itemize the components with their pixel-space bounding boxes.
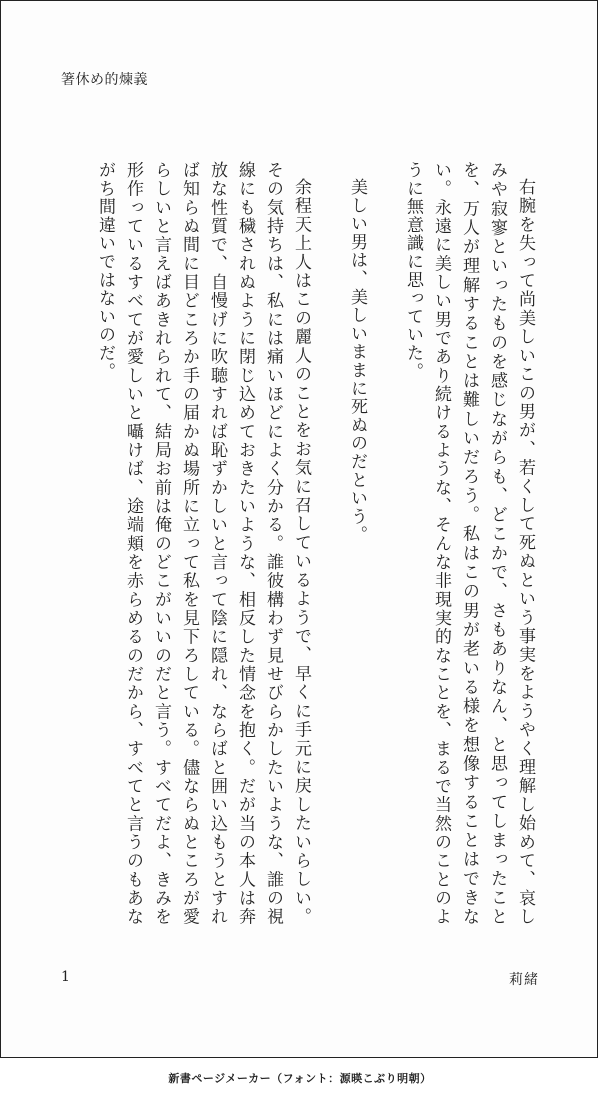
page-number: 1 xyxy=(61,969,70,985)
paragraph-3: 余程天上人はこの麗人のことをお気に召しているようで、早くに手元に戻したいらしい。その気持ちは、私には痛いほどによく分かる。誰彼構わず見せびらかしたいような、誰の視線にも穢されぬように閉じ込めておきたいような、相反した情念を抱く。だが当の本人は奔放な性質で、自慢げに吹聴すれば恥ずかしいと言って陰に隠れ、ならばと囲い込もうとすれば知らぬ間に目どころか手の届かぬ場所に立って私を見下ろしている。儘ならぬところが愛らしいと言えばあきれられて、結局お前は俺のどこがいいのだと言う。すべてだよ、きみを形作っているすべてが愛しいと囁けば、途端頬を赤らめるのだから、すべてと言うのもあながち間違いではないのだ。 xyxy=(95,161,311,926)
vertical-body-text xyxy=(59,161,539,926)
author-name: 莉緒 xyxy=(509,972,539,988)
page-header-title: 箸休め的煉義 xyxy=(61,72,148,88)
paragraph-1: 右腕を失って尚美しいこの男が、若くして死ぬという事実をようやく理解し始めて、哀しみや寂寥といったものを感じながらも、どこかで、さもありなん、と思ってしまったことを、万人が理解することは難しいだろう。私はこの男が老いる様を想像することはできない。永遠に美しい男であり続けるような、そんな非現実的なことを、まるで当然のことのように無意識に思っていた。 xyxy=(403,161,535,926)
paragraph-2: 美しい男は、美しいままに死ぬのだという。 xyxy=(347,178,367,544)
blank-line xyxy=(315,161,343,926)
blank-line xyxy=(371,161,399,926)
footer-credit: 新書ページメーカー（フォント：源暎こぶり明朝） xyxy=(168,1072,432,1085)
